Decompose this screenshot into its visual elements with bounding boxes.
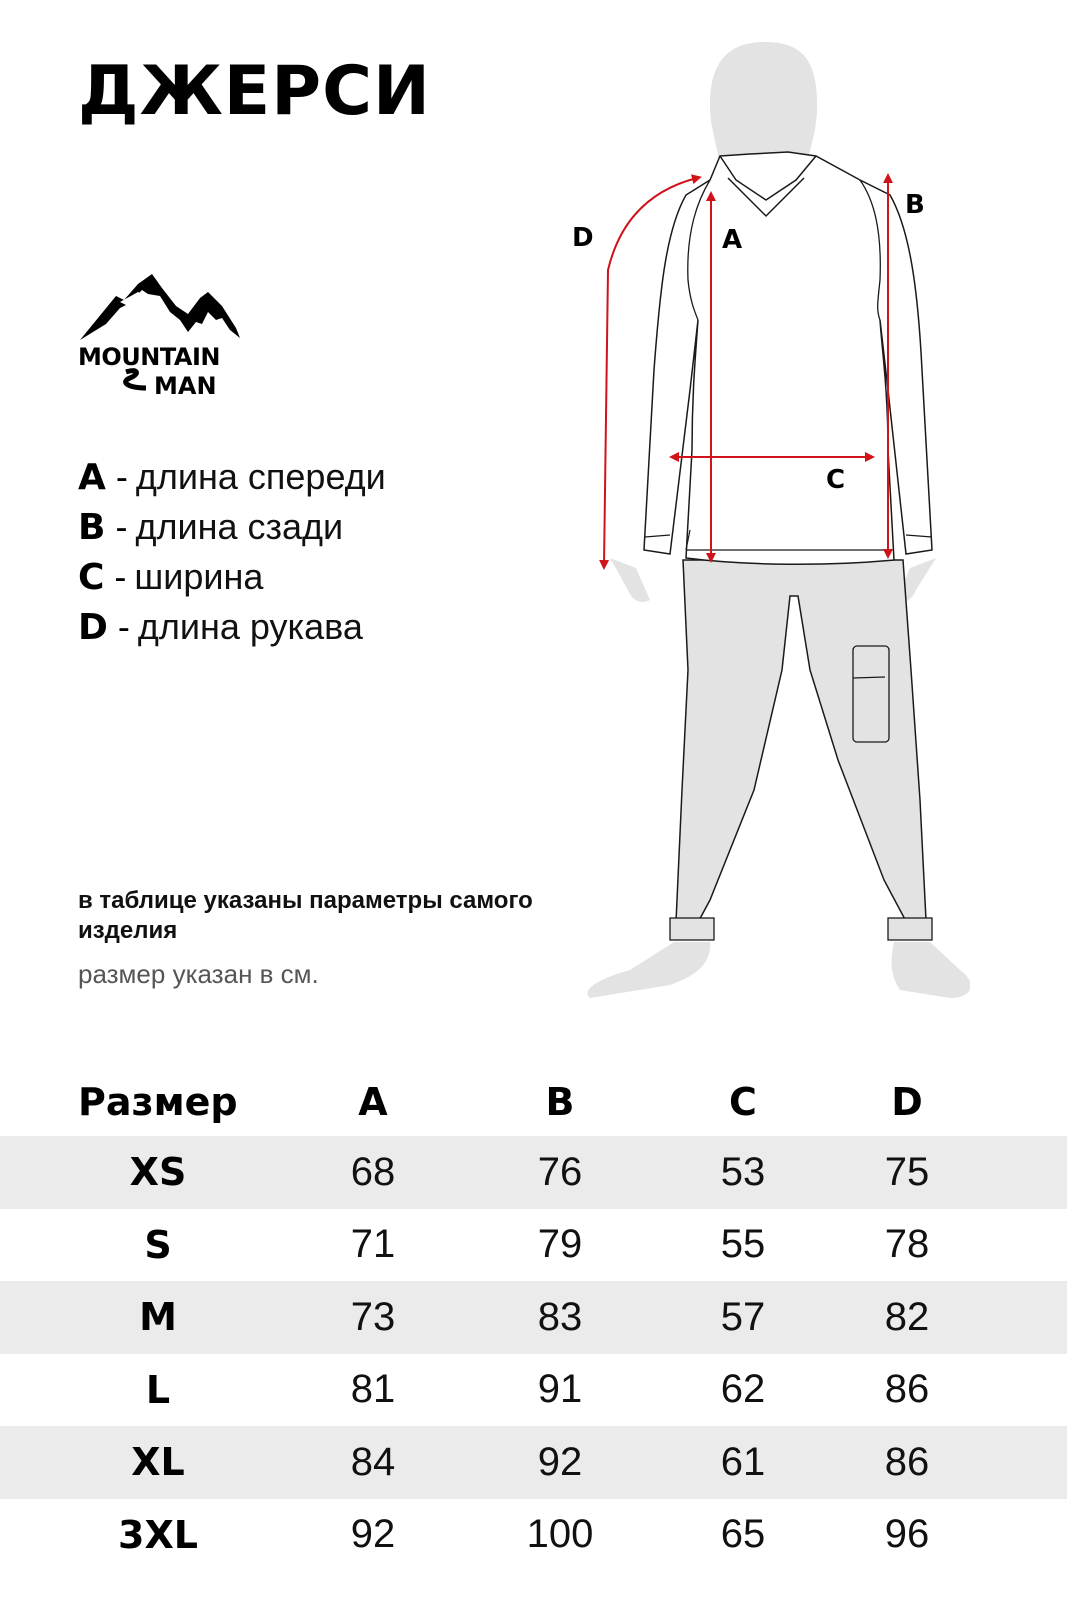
- logo-text-man: MAN: [154, 372, 217, 400]
- cell-size: L: [145, 1367, 171, 1412]
- header-size: Размер: [78, 1080, 238, 1124]
- cell-size: XL: [131, 1440, 185, 1485]
- table-note: [78, 886, 578, 990]
- header-c: C: [729, 1080, 757, 1124]
- cell-b: 91: [537, 1367, 583, 1412]
- cell-c: 55: [720, 1222, 766, 1267]
- legend-item-a: [78, 452, 386, 502]
- label-c: C: [826, 465, 846, 495]
- cell-b: 76: [537, 1149, 583, 1194]
- cell-d: 75: [884, 1149, 930, 1194]
- mountain-icon: [80, 274, 240, 340]
- legend-item-d: [78, 602, 386, 652]
- header-d: D: [891, 1080, 923, 1124]
- legend-text: длина спереди: [135, 456, 386, 497]
- cell-a: 81: [350, 1367, 396, 1412]
- cell-d: 86: [884, 1367, 930, 1412]
- measurement-legend: [78, 452, 386, 652]
- jersey-measurement-diagram: [570, 30, 970, 1040]
- logo-text-mountain: MOUNTAIN: [78, 343, 220, 371]
- note-units: размер указан в см.: [78, 959, 319, 989]
- left-hand: [610, 558, 650, 602]
- cell-a: 71: [350, 1222, 396, 1267]
- cell-a: 68: [350, 1149, 396, 1194]
- label-b: B: [905, 190, 925, 220]
- cell-c: 62: [720, 1367, 766, 1412]
- legend-dash: -: [117, 606, 130, 647]
- cell-a: 84: [350, 1439, 396, 1484]
- legend-text: длина сзади: [135, 506, 344, 547]
- cell-b: 83: [537, 1294, 583, 1339]
- cell-size: 3XL: [118, 1512, 198, 1557]
- cell-c: 57: [720, 1294, 766, 1339]
- right-cuff: [888, 918, 932, 940]
- cell-b: 100: [526, 1512, 594, 1557]
- table-row: [0, 1136, 1067, 1209]
- header-b: B: [545, 1080, 575, 1124]
- cell-b: 79: [537, 1222, 583, 1267]
- cell-c: 65: [720, 1512, 766, 1557]
- legend-text: длина рукава: [137, 606, 363, 647]
- legend-key: A: [78, 457, 106, 498]
- label-d: D: [572, 223, 594, 253]
- legend-text: ширина: [134, 556, 264, 597]
- table-row: [0, 1354, 1067, 1427]
- pants: [676, 560, 926, 926]
- header-a: A: [358, 1080, 388, 1124]
- left-foot: [587, 942, 710, 998]
- legend-dash: -: [115, 506, 128, 547]
- table-row: [0, 1281, 1067, 1354]
- cell-a: 92: [350, 1512, 396, 1557]
- cell-a: 73: [350, 1294, 396, 1339]
- cell-c: 53: [720, 1149, 766, 1194]
- trail-icon: [126, 371, 146, 388]
- cell-size: S: [144, 1222, 172, 1267]
- cell-c: 61: [720, 1439, 766, 1484]
- table-row: [0, 1499, 1067, 1572]
- cell-d: 86: [884, 1439, 930, 1484]
- legend-key: B: [78, 507, 106, 548]
- cell-d: 82: [884, 1294, 930, 1339]
- legend-key: C: [78, 557, 105, 598]
- cell-size: M: [139, 1295, 177, 1340]
- legend-dash: -: [115, 456, 128, 497]
- label-a: A: [722, 225, 743, 255]
- head-silhouette: [710, 42, 817, 170]
- mountain-man-logo: [76, 262, 248, 402]
- cell-b: 92: [537, 1439, 583, 1484]
- table-row: [0, 1426, 1067, 1499]
- left-cuff: [670, 918, 714, 940]
- legend-key: D: [78, 607, 108, 648]
- note-params: в таблице указаны параметры самого изделия: [78, 887, 533, 944]
- legend-item-c: [78, 552, 386, 602]
- legend-item-b: [78, 502, 386, 552]
- right-foot: [892, 942, 970, 998]
- legend-dash: -: [114, 556, 127, 597]
- cell-d: 78: [884, 1222, 930, 1267]
- page-title: ДЖЕРСИ: [78, 52, 431, 131]
- table-header-row: [0, 1068, 1067, 1136]
- cell-d: 96: [884, 1512, 930, 1557]
- size-table: [0, 1068, 1067, 1571]
- table-row: [0, 1209, 1067, 1282]
- cell-size: XS: [129, 1150, 187, 1195]
